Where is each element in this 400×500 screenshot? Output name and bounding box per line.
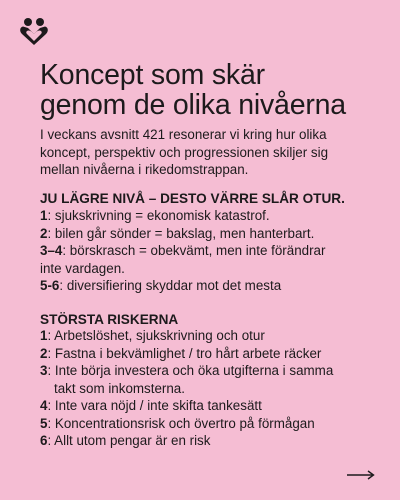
item-number: 2 — [40, 345, 48, 361]
page-title — [40, 60, 380, 120]
item-text: Fastna i bekvämlighet / tro hårt arbete räcker — [54, 345, 322, 361]
section-heading-levels: JU LÄGRE NIVÅ – DESTO VÄRRE SLÅR OTUR. — [40, 191, 345, 206]
item-number: 3–4 — [40, 243, 63, 258]
item-text: bilen går sönder = bakslag, men hanterbart. — [54, 225, 315, 241]
intro-paragraph — [40, 126, 385, 179]
list-item — [40, 327, 390, 345]
item-number: 3 — [40, 363, 48, 378]
item-separator: : — [47, 345, 55, 361]
list-item — [40, 397, 390, 415]
item-number: 2 — [40, 225, 48, 241]
item-separator: : — [47, 328, 55, 343]
list-item — [40, 362, 390, 397]
item-number: 6 — [40, 433, 48, 448]
list-item — [40, 207, 390, 225]
item-text: Allt utom pengar är en risk — [54, 433, 211, 448]
item-separator: : — [47, 398, 55, 413]
item-separator: : — [59, 278, 67, 293]
people-heart-logo-icon — [19, 17, 49, 47]
item-text: sjukskrivning = ekonomisk katastrof. — [54, 208, 270, 223]
item-text: Arbetslöshet, sjukskrivning och otur — [54, 328, 265, 343]
item-separator: : — [47, 415, 55, 431]
item-separator: : — [47, 363, 55, 378]
list-item — [40, 345, 390, 363]
intro-line: mellan nivåerna i rikedomstrappan. — [40, 162, 249, 177]
title-line: genom de olika nivåerna — [40, 89, 346, 121]
item-number: 5-6 — [40, 278, 60, 293]
item-text: diversifiering skyddar mot det mesta — [66, 278, 282, 293]
intro-line: koncept, perspektiv och progressionen skiljer sig — [40, 144, 329, 160]
item-separator: : — [47, 433, 55, 448]
list-item — [40, 225, 390, 243]
list-item — [40, 277, 390, 295]
list-item — [40, 415, 390, 433]
item-separator: : — [47, 225, 55, 241]
intro-line: I veckans avsnitt 421 resonerar vi kring hur olika — [40, 127, 327, 142]
item-text: Koncentrationsrisk och övertro på förmågan — [54, 415, 315, 431]
item-text: Inte börja investera och öka utgifterna i samma — [54, 363, 334, 378]
item-number: 5 — [40, 415, 48, 431]
list-item — [40, 242, 390, 277]
arrow-right-icon[interactable] — [346, 469, 376, 481]
section-heading-risks: STÖRSTA RISKERNA — [40, 312, 179, 327]
item-continuation: takt som inkomsterna. — [54, 380, 185, 396]
levels-list — [40, 207, 390, 295]
risks-list — [40, 327, 390, 450]
item-text: Inte vara nöjd / inte skifta tankesätt — [54, 398, 262, 413]
title-line: Koncept som skär — [40, 59, 265, 91]
item-number: 4 — [40, 398, 48, 413]
item-continuation: inte vardagen. — [40, 260, 125, 276]
item-separator: : — [47, 208, 55, 223]
item-number: 1 — [40, 328, 48, 343]
item-number: 1 — [40, 208, 48, 223]
item-separator: : — [62, 243, 70, 258]
list-item — [40, 432, 390, 450]
item-text: börskrasch = obekvämt, men inte förändrar — [69, 243, 326, 258]
